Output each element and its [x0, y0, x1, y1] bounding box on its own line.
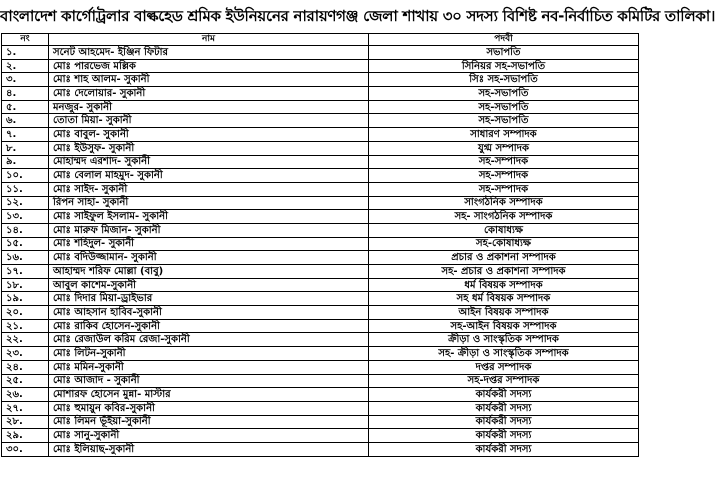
header-serial: নং: [2, 34, 49, 46]
post-cell: সহ-দপ্তর সম্পাদক: [369, 374, 639, 388]
table-row: [2, 46, 639, 60]
name-cell: আহাম্মদ শরিফ মোল্লা (বাবু): [49, 265, 369, 279]
post-cell: কোষাধ্যক্ষ: [369, 223, 639, 237]
table-row: [2, 251, 639, 265]
name-cell: মোঃ রাকিব হোসেন-সুকানী: [49, 319, 369, 333]
serial-cell: ১০.: [2, 169, 49, 183]
header-name: নাম: [49, 34, 369, 46]
table-row: [2, 442, 639, 456]
name-cell: আবুল কাশেম-সুকানী: [49, 278, 369, 292]
post-cell: কার্যকরী সদস্য: [369, 415, 639, 429]
name-cell: মোঃ লিমন ভূঁইয়া-সুকানী: [49, 415, 369, 429]
table-row: [2, 155, 639, 169]
table-row: [2, 360, 639, 374]
table-row: [2, 182, 639, 196]
post-cell: সহ-সভাপতি: [369, 114, 639, 128]
serial-cell: ২৫.: [2, 374, 49, 388]
post-cell: আইন বিষয়ক সম্পাদক: [369, 306, 639, 320]
post-cell: ধর্ম বিষয়ক সম্পাদক: [369, 278, 639, 292]
name-cell: মোঃ সানু-সুকানী: [49, 429, 369, 443]
name-cell: মোঃ বাবুল- সুকানী: [49, 128, 369, 142]
serial-cell: ২০.: [2, 306, 49, 320]
name-cell: মোশারফ হোসেন মুন্না- মাস্টার: [49, 388, 369, 402]
serial-cell: ১৪.: [2, 223, 49, 237]
table-row: [2, 306, 639, 320]
name-cell: মোঃ মমিন-সুকানী: [49, 360, 369, 374]
name-cell: তোতা মিয়া- সুকানী: [49, 114, 369, 128]
name-cell: রিপন সাহা- সুকানী: [49, 196, 369, 210]
table-row: [2, 114, 639, 128]
serial-cell: ১৫.: [2, 237, 49, 251]
table-row: [2, 100, 639, 114]
post-cell: সহ ধর্ম বিষয়ক সম্পাদক: [369, 292, 639, 306]
name-cell: সনেট আহমেদ- ইঞ্জিন ফিটার: [49, 46, 369, 60]
table-header-row: [2, 34, 639, 46]
name-cell: মোঃ বেলাল মাহমুদ- সুকানী: [49, 169, 369, 183]
serial-cell: ৮.: [2, 141, 49, 155]
serial-cell: ২৯.: [2, 429, 49, 443]
post-cell: প্রচার ও প্রকাশনা সম্পাদক: [369, 251, 639, 265]
name-cell: মোঃ শাহ আলম- সুকানী: [49, 73, 369, 87]
table-row: [2, 415, 639, 429]
header-post: পদবী: [369, 34, 639, 46]
serial-cell: ৯.: [2, 155, 49, 169]
post-cell: সহ-সম্পাদক: [369, 155, 639, 169]
table-row: [2, 128, 639, 142]
table-row: [2, 87, 639, 101]
table-row: [2, 223, 639, 237]
post-cell: সিঃ সহ-সভাপতি: [369, 73, 639, 87]
serial-cell: ৫.: [2, 100, 49, 114]
name-cell: মোঃ আজাদ - সুকানী: [49, 374, 369, 388]
name-cell: মোঃ সাইদ- সুকানী: [49, 182, 369, 196]
name-cell: মোঃ বদিউজ্জামান- সুকানী: [49, 251, 369, 265]
name-cell: মোঃ ইলিয়াছ-সুকানী: [49, 442, 369, 456]
serial-cell: ২৭.: [2, 401, 49, 415]
table-row: [2, 347, 639, 361]
post-cell: সহ- সাংগঠনিক সম্পাদক: [369, 210, 639, 224]
name-cell: মোঃ পারভেজ মল্লিক: [49, 59, 369, 73]
name-cell: মোঃ আহসান হাবিব-সুকানী: [49, 306, 369, 320]
name-cell: মোঃ ইউসুফ- সুকানী: [49, 141, 369, 155]
table-row: [2, 333, 639, 347]
post-cell: যুগ্ম সম্পাদক: [369, 141, 639, 155]
post-cell: সহ- প্রচার ও প্রকাশনা সম্পাদক: [369, 265, 639, 279]
serial-cell: ১৯.: [2, 292, 49, 306]
post-cell: সহ- ক্রীড়া ও সাংস্কৃতিক সম্পাদক: [369, 347, 639, 361]
name-cell: মোহাম্মদ এরশাদ- সুকানী: [49, 155, 369, 169]
serial-cell: ১২.: [2, 196, 49, 210]
post-cell: সহ-কোষাধ্যক্ষ: [369, 237, 639, 251]
table-row: [2, 210, 639, 224]
name-cell: মোঃ রেজাউল করিম রেজা-সুকানী: [49, 333, 369, 347]
table-row: [2, 388, 639, 402]
serial-cell: ৩.: [2, 73, 49, 87]
post-cell: সহ-আইন বিষয়ক সম্পাদক: [369, 319, 639, 333]
table-row: [2, 401, 639, 415]
serial-cell: ১৬.: [2, 251, 49, 265]
name-cell: মোঃ শহিদুল- সুকানী: [49, 237, 369, 251]
post-cell: কার্যকরী সদস্য: [369, 401, 639, 415]
table-row: [2, 141, 639, 155]
serial-cell: ২৬.: [2, 388, 49, 402]
serial-cell: ২৩.: [2, 347, 49, 361]
table-row: [2, 59, 639, 73]
serial-cell: ৬.: [2, 114, 49, 128]
table-row: [2, 237, 639, 251]
serial-cell: ১৩.: [2, 210, 49, 224]
post-cell: সহ-সভাপতি: [369, 87, 639, 101]
serial-cell: ২১.: [2, 319, 49, 333]
table-row: [2, 169, 639, 183]
serial-cell: ৩০.: [2, 442, 49, 456]
post-cell: সহ-সম্পাদক: [369, 169, 639, 183]
serial-cell: ৪.: [2, 87, 49, 101]
post-cell: দপ্তর সম্পাদক: [369, 360, 639, 374]
table-body: [2, 46, 639, 457]
name-cell: মোঃ দেলোয়ার- সুকানী: [49, 87, 369, 101]
name-cell: মোঃ দিদার মিয়া-ড্রাইভার: [49, 292, 369, 306]
document-title: বাংলাদেশ কার্গোট্রলার বাল্কহেড শ্রমিক ইউনিয়নের নারায়ণগঞ্জ জেলা শাখায় ৩০ সদস্য বিশিষ্ট নব-নির্বাচিত কমিটির তালিকা।: [0, 7, 715, 25]
post-cell: ক্রীড়া ও সাংস্কৃতিক সম্পাদক: [369, 333, 639, 347]
post-cell: কার্যকরী সদস্য: [369, 429, 639, 443]
serial-cell: ১৭.: [2, 265, 49, 279]
serial-cell: ১.: [2, 46, 49, 60]
table-row: [2, 374, 639, 388]
table-row: [2, 265, 639, 279]
serial-cell: ২৪.: [2, 360, 49, 374]
table-row: [2, 429, 639, 443]
post-cell: কার্যকরী সদস্য: [369, 442, 639, 456]
table-row: [2, 196, 639, 210]
serial-cell: ১১.: [2, 182, 49, 196]
table-row: [2, 278, 639, 292]
table-row: [2, 73, 639, 87]
post-cell: সাধারণ সম্পাদক: [369, 128, 639, 142]
post-cell: সিনিয়র সহ-সভাপতি: [369, 59, 639, 73]
table-row: [2, 319, 639, 333]
name-cell: মোঃ হুমায়ুন কবির-সুকানী: [49, 401, 369, 415]
serial-cell: ২.: [2, 59, 49, 73]
serial-cell: ২৮.: [2, 415, 49, 429]
post-cell: কার্যকরী সদস্য: [369, 388, 639, 402]
name-cell: মোঃ লিটন-সুকানী: [49, 347, 369, 361]
table-row: [2, 292, 639, 306]
post-cell: সভাপতি: [369, 46, 639, 60]
post-cell: সহ-সম্পাদক: [369, 182, 639, 196]
name-cell: মনজুর- সুকানী: [49, 100, 369, 114]
committee-table: [1, 33, 639, 457]
serial-cell: ১৮.: [2, 278, 49, 292]
post-cell: সহ-সভাপতি: [369, 100, 639, 114]
serial-cell: ৭.: [2, 128, 49, 142]
post-cell: সাংগঠনিক সম্পাদক: [369, 196, 639, 210]
name-cell: মোঃ মারুফ মিজান- সুকানী: [49, 223, 369, 237]
name-cell: মোঃ সাইফুল ইসলাম- সুকানী: [49, 210, 369, 224]
serial-cell: ২২.: [2, 333, 49, 347]
